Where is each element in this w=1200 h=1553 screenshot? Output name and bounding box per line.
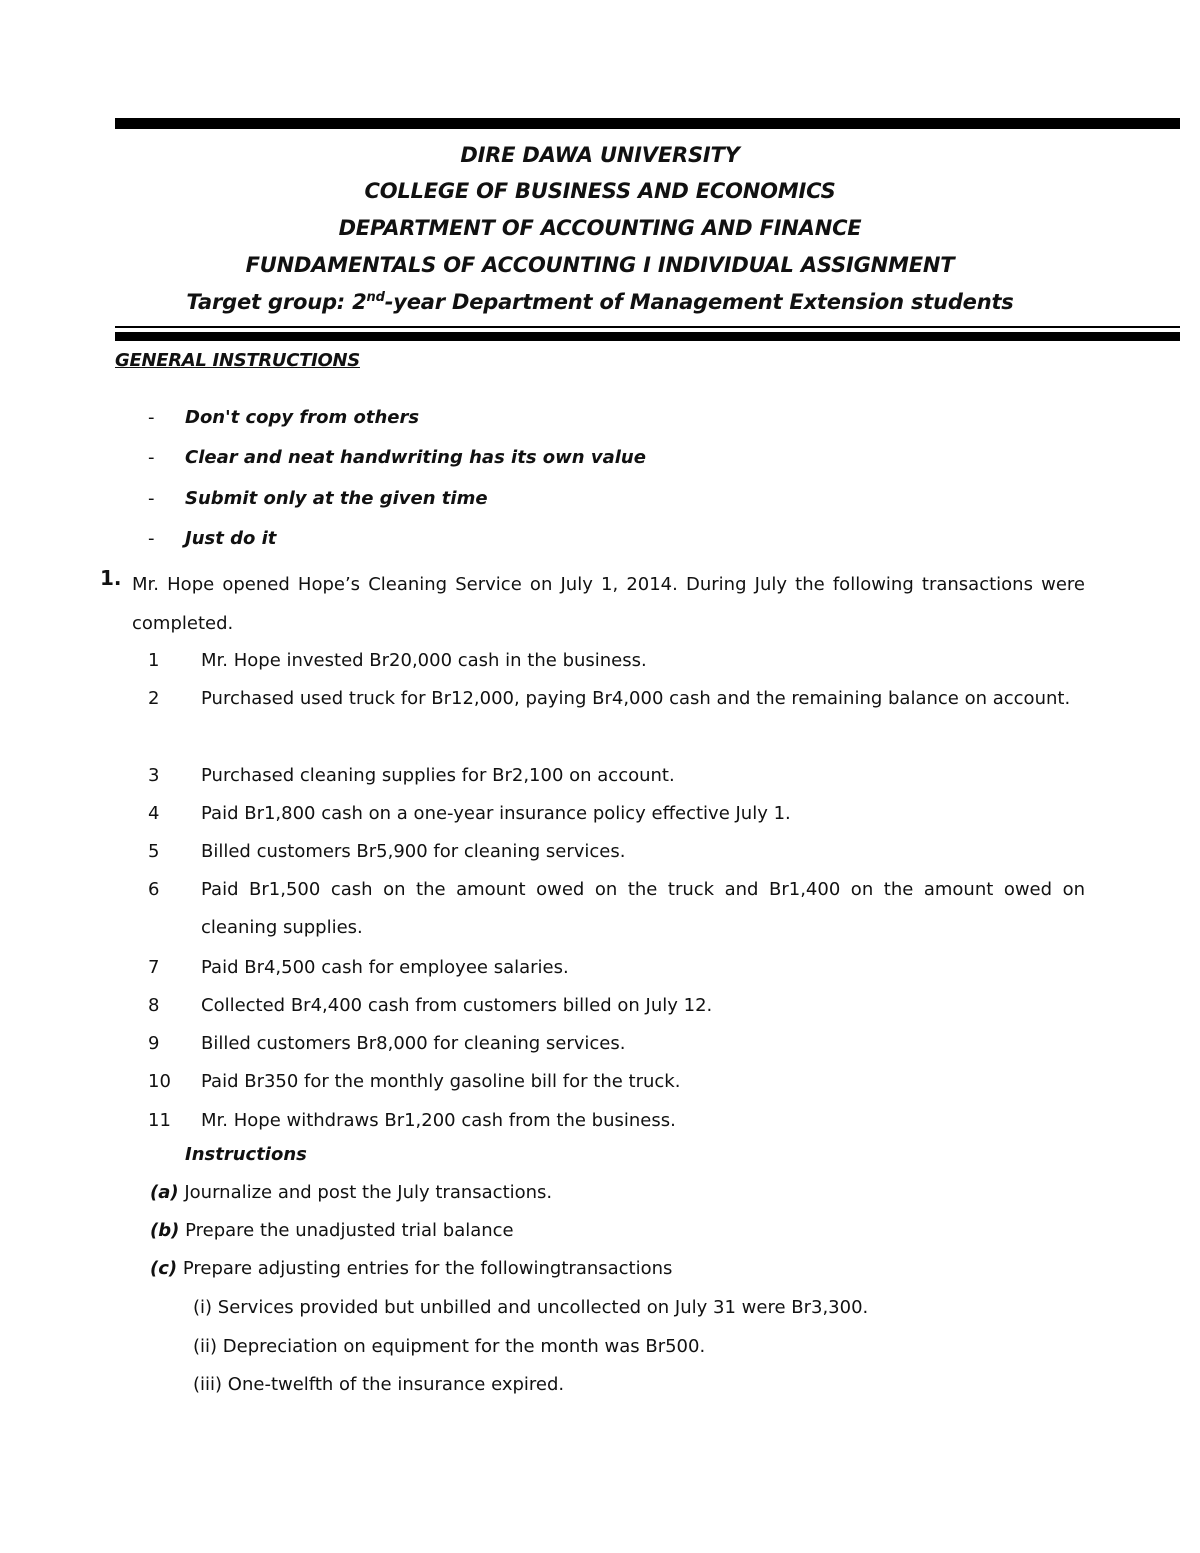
adjustment-text: Depreciation on equipment for the month was Br500. [222, 1336, 706, 1357]
transaction-text: Billed customers Br8,000 for cleaning services. [201, 1033, 626, 1054]
instruction-item [148, 526, 276, 552]
part-text: Prepare adjusting entries for the followingtransactions [182, 1258, 673, 1279]
target-group [0, 289, 1200, 315]
transaction-text: Purchased cleaning supplies for Br2,100 on account. [201, 765, 675, 786]
assignment-title: FUNDAMENTALS OF ACCOUNTING I INDIVIDUAL ASSIGNMENT [245, 253, 955, 277]
transaction-text: Paid Br350 for the monthly gasoline bill for the truck. [201, 1071, 681, 1092]
adjustment-label: (ii) [193, 1336, 218, 1357]
transaction-text: Paid Br1,500 cash on the amount owed on the truck and Br1,400 on the amount owed on cleaning supplies. [201, 879, 1085, 938]
transaction-item [148, 795, 1085, 833]
transaction-number: 2 [148, 688, 160, 709]
transaction-text: Mr. Hope invested Br20,000 cash in the business. [201, 650, 647, 671]
instruction-part [150, 1256, 672, 1282]
college-name: COLLEGE OF BUSINESS AND ECONOMICS [364, 179, 836, 203]
adjustment-text: Services provided but unbilled and uncollected on July 31 were Br3,300. [217, 1297, 869, 1318]
transaction-text: Mr. Hope withdraws Br1,200 cash from the business. [201, 1110, 676, 1131]
transaction-number: 4 [148, 803, 160, 824]
transaction-item [148, 1102, 1085, 1140]
transaction-number: 3 [148, 765, 160, 786]
adjustment-label: (i) [193, 1297, 213, 1318]
dash-bullet: - [148, 488, 155, 509]
part-label: (a) [150, 1182, 179, 1203]
dash-bullet: - [148, 528, 155, 549]
transaction-item [148, 1025, 1085, 1063]
transaction-text: Purchased used truck for Br12,000, paying Br4,000 cash and the remaining balance on account. [201, 688, 1071, 709]
header-top-rule [115, 118, 1180, 129]
part-label: (b) [150, 1220, 180, 1241]
transaction-item [148, 987, 1085, 1025]
transaction-item [148, 871, 1085, 947]
general-instructions-title: GENERAL INSTRUCTIONS [115, 350, 360, 371]
target-group-suffix: -year Department of Management Extension students [384, 290, 1014, 314]
transaction-text: Paid Br4,500 cash for employee salaries. [201, 957, 569, 978]
transaction-text: Paid Br1,800 cash on a one-year insurance policy effective July 1. [201, 803, 791, 824]
instruction-part [150, 1218, 514, 1244]
transaction-text: Collected Br4,400 cash from customers billed on July 12. [201, 995, 713, 1016]
question-text: Mr. Hope opened Hope’s Cleaning Service on July 1, 2014. During July the following transactions were completed. [132, 574, 1085, 634]
instructions-title: Instructions [185, 1144, 307, 1165]
target-group-prefix: Target group: 2 [186, 290, 367, 314]
part-text: Journalize and post the July transactions. [184, 1182, 553, 1203]
transaction-item [148, 757, 1085, 795]
transaction-number: 8 [148, 995, 160, 1016]
instruction-part [150, 1180, 552, 1206]
instruction-text: Just do it [185, 528, 277, 549]
transaction-item [148, 949, 1085, 987]
instruction-text: Don't copy from others [185, 407, 420, 428]
header-bottom-thick-rule [115, 332, 1180, 341]
adjustment-text: One-twelfth of the insurance expired. [227, 1374, 565, 1395]
transaction-number: 5 [148, 841, 160, 862]
adjustment-label: (iii) [193, 1374, 223, 1395]
target-group-superscript: nd [366, 290, 385, 305]
transaction-number: 6 [148, 879, 160, 900]
transaction-text: Billed customers Br5,900 for cleaning services. [201, 841, 626, 862]
instruction-item [148, 405, 419, 431]
part-label: (c) [150, 1258, 178, 1279]
transaction-number: 11 [148, 1110, 171, 1131]
instruction-item [148, 486, 488, 512]
transaction-item [148, 833, 1085, 871]
transaction-item [148, 642, 1085, 680]
adjustment-item [193, 1372, 564, 1398]
dash-bullet: - [148, 447, 155, 468]
transaction-number: 1 [148, 650, 160, 671]
transaction-number: 7 [148, 957, 160, 978]
instruction-text: Clear and neat handwriting has its own value [185, 447, 646, 468]
header-bottom-thin-rule [115, 326, 1180, 328]
university-name: DIRE DAWA UNIVERSITY [460, 143, 740, 167]
adjustment-item [193, 1334, 705, 1360]
instruction-item [148, 445, 646, 471]
transaction-item [148, 1063, 1085, 1101]
transaction-number: 9 [148, 1033, 160, 1054]
dash-bullet: - [148, 407, 155, 428]
department-name: DEPARTMENT OF ACCOUNTING AND FINANCE [338, 216, 862, 240]
adjustment-item [193, 1295, 868, 1321]
transaction-item [148, 680, 1085, 718]
part-text: Prepare the unadjusted trial balance [185, 1220, 514, 1241]
transaction-number: 10 [148, 1071, 171, 1092]
instruction-text: Submit only at the given time [185, 488, 488, 509]
question-number: 1. [100, 566, 122, 590]
